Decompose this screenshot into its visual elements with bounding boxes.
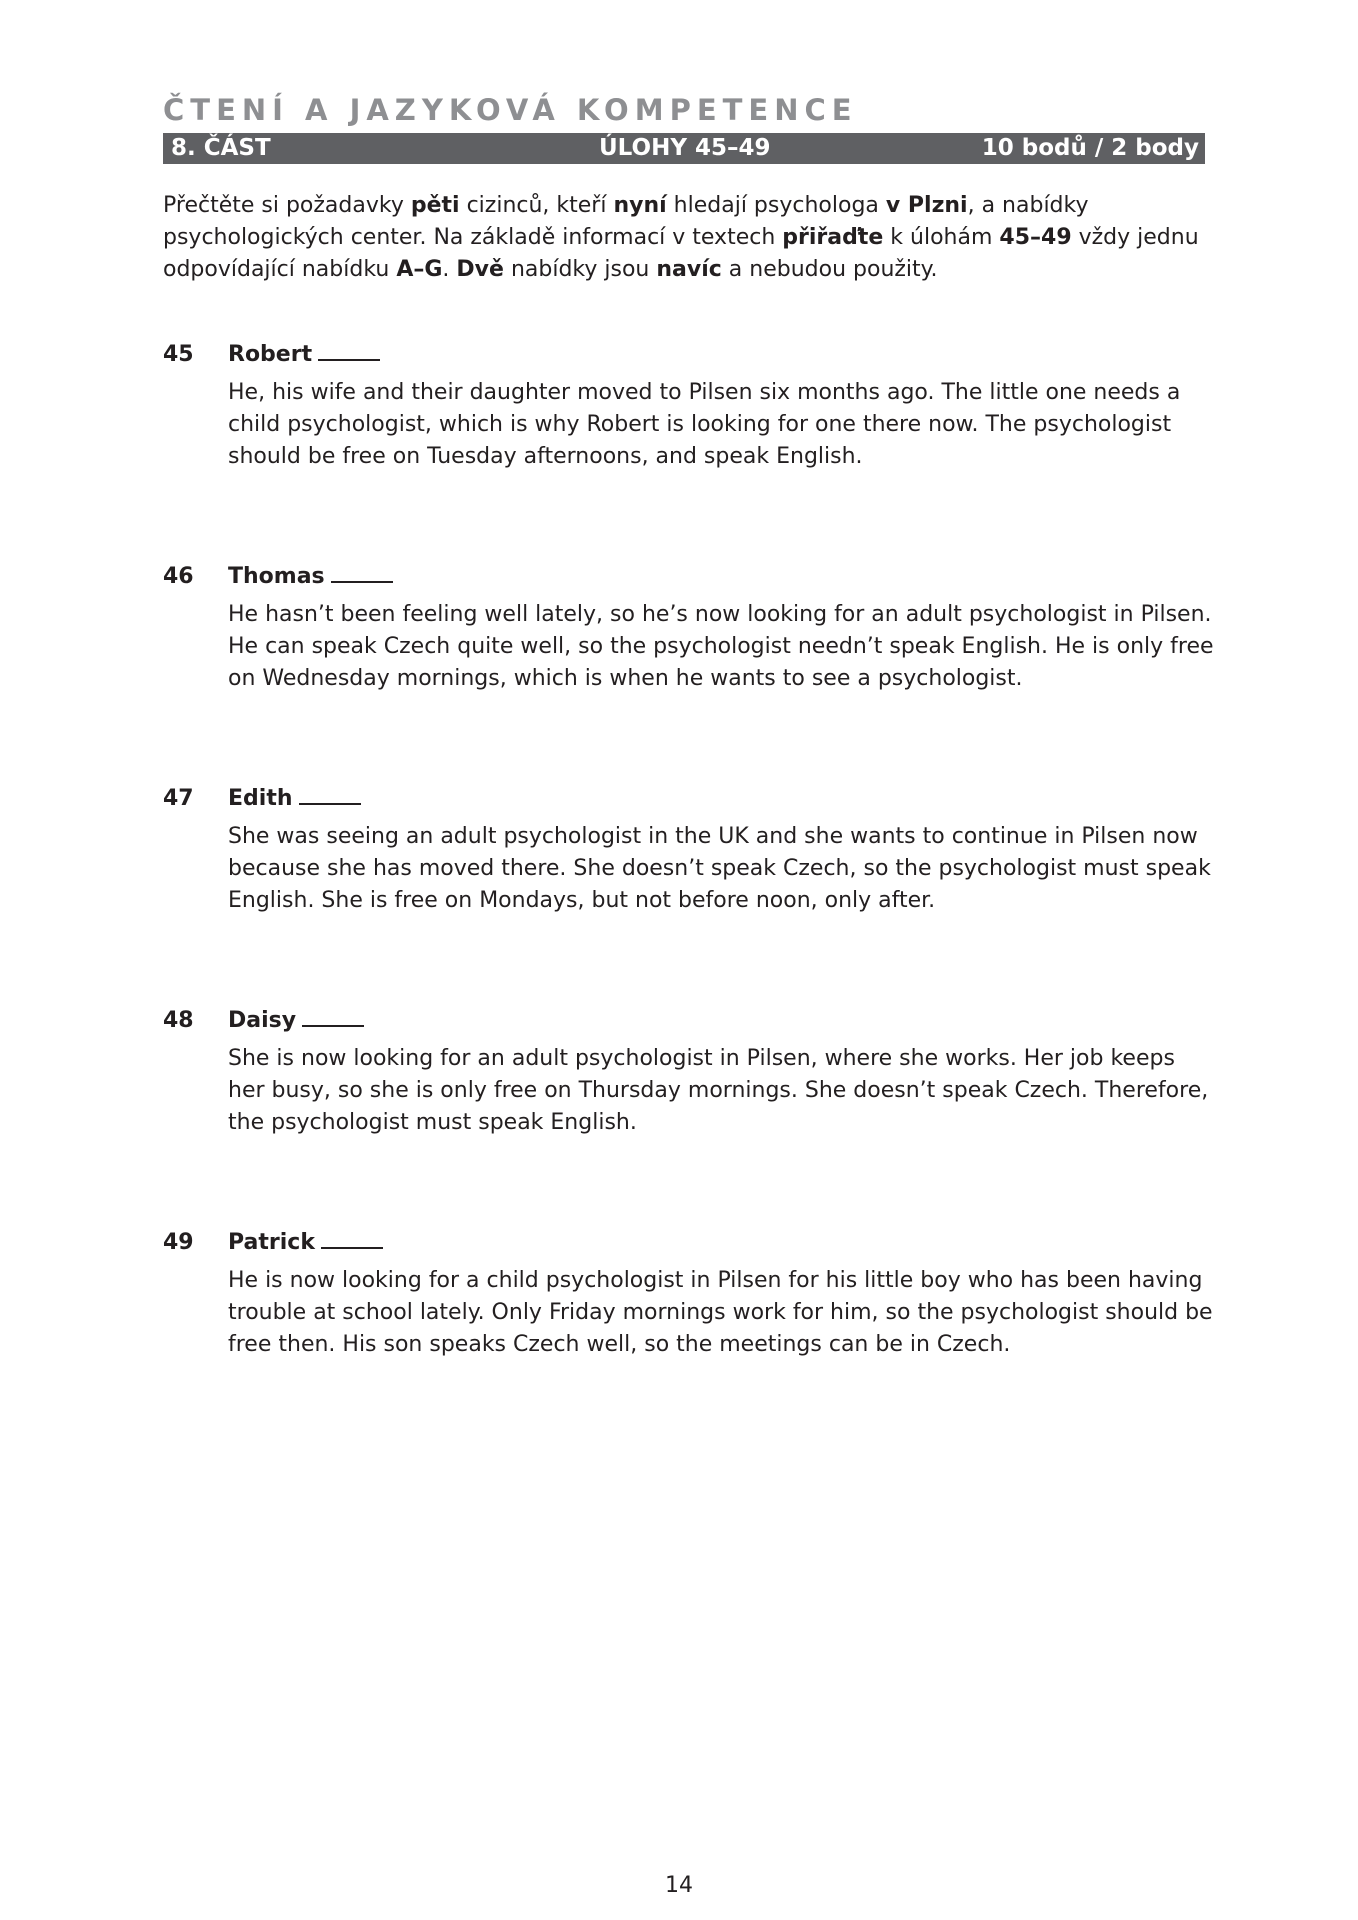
instruction-emphasis: 45–49 <box>999 225 1072 250</box>
task-description: She was seeing an adult psychologist in the UK and she wants to continue in Pilsen now because she has moved there. She doesn’t speak Czech, so the psychologist must speak English. She is free on Mondays, but not before noon, only after. <box>228 824 1211 913</box>
task-item <box>163 561 1223 695</box>
instruction-emphasis: Dvě <box>456 257 504 282</box>
instruction-text: k úlohám <box>883 225 1000 250</box>
instruction-text: hledají psychologa <box>666 193 886 218</box>
answer-blank[interactable] <box>321 1227 383 1249</box>
task-item <box>163 783 1223 917</box>
task-person-name: Thomas <box>228 561 393 593</box>
task-header <box>163 783 1223 815</box>
instruction-text: , a nabídky psychologických center. Na základě informací v textech <box>163 193 1089 250</box>
section-title: ČTENÍ A JAZYKOVÁ KOMPETENCE <box>163 93 858 127</box>
task-header <box>163 339 1223 371</box>
part-header-bar <box>163 133 1205 164</box>
task-number: 46 <box>163 564 194 589</box>
instruction-emphasis: nyní <box>613 193 667 218</box>
instruction-text: . <box>442 257 457 282</box>
task-item <box>163 1005 1223 1139</box>
task-person-name: Patrick <box>228 1227 383 1259</box>
instruction-text: vždy jednu odpovídající nabídku <box>163 225 1199 282</box>
task-number: 49 <box>163 1230 194 1255</box>
part-label: 8. ČÁST <box>171 135 271 161</box>
page-number: 14 <box>665 1873 693 1898</box>
answer-blank[interactable] <box>318 339 380 361</box>
task-person-name: Daisy <box>228 1005 364 1037</box>
instruction-emphasis: navíc <box>656 257 722 282</box>
task-description: He, his wife and their daughter moved to Pilsen six months ago. The little one needs a child psychologist, which is why Robert is looking for one there now. The psychologist should be free on Tuesday afternoons, and speak English. <box>228 380 1181 469</box>
task-number: 47 <box>163 786 194 811</box>
instruction-emphasis: přiřaďte <box>782 225 884 250</box>
task-header <box>163 561 1223 593</box>
answer-blank[interactable] <box>302 1005 364 1027</box>
instruction-text: a nebudou použity. <box>721 257 938 282</box>
instruction-emphasis: v Plzni <box>885 193 968 218</box>
task-description: She is now looking for an adult psychologist in Pilsen, where she works. Her job keeps her busy, so she is only free on Thursday mornings. She doesn’t speak Czech. Therefore, the psychologist must speak English. <box>228 1046 1209 1135</box>
tasks-label: ÚLOHY 45–49 <box>599 135 771 161</box>
task-number: 48 <box>163 1008 194 1033</box>
task-person-name: Edith <box>228 783 361 815</box>
task-number: 45 <box>163 342 194 367</box>
instruction-text: Přečtěte si požadavky <box>163 193 411 218</box>
task-item <box>163 339 1223 473</box>
answer-blank[interactable] <box>331 561 393 583</box>
points-label: 10 bodů / 2 body <box>981 135 1199 161</box>
answer-blank[interactable] <box>299 783 361 805</box>
instruction-text: nabídky jsou <box>503 257 657 282</box>
task-description: He hasn’t been feeling well lately, so he’s now looking for an adult psychologist in Pilsen. He can speak Czech quite well, so the psychologist needn’t speak English. He is only free on Wednesday mornings, which is when he wants to see a psychologist. <box>228 602 1214 691</box>
instructions-paragraph <box>163 190 1203 286</box>
task-item <box>163 1227 1223 1361</box>
instruction-emphasis: pěti <box>410 193 460 218</box>
task-header <box>163 1227 1223 1259</box>
task-header <box>163 1005 1223 1037</box>
instruction-emphasis: A–G <box>396 257 443 282</box>
task-description: He is now looking for a child psychologist in Pilsen for his little boy who has been having trouble at school lately. Only Friday mornings work for him, so the psychologist should be free then. His son speaks Czech well, so the meetings can be in Czech. <box>228 1268 1213 1357</box>
instruction-text: cizinců, kteří <box>459 193 614 218</box>
task-person-name: Robert <box>228 339 380 371</box>
